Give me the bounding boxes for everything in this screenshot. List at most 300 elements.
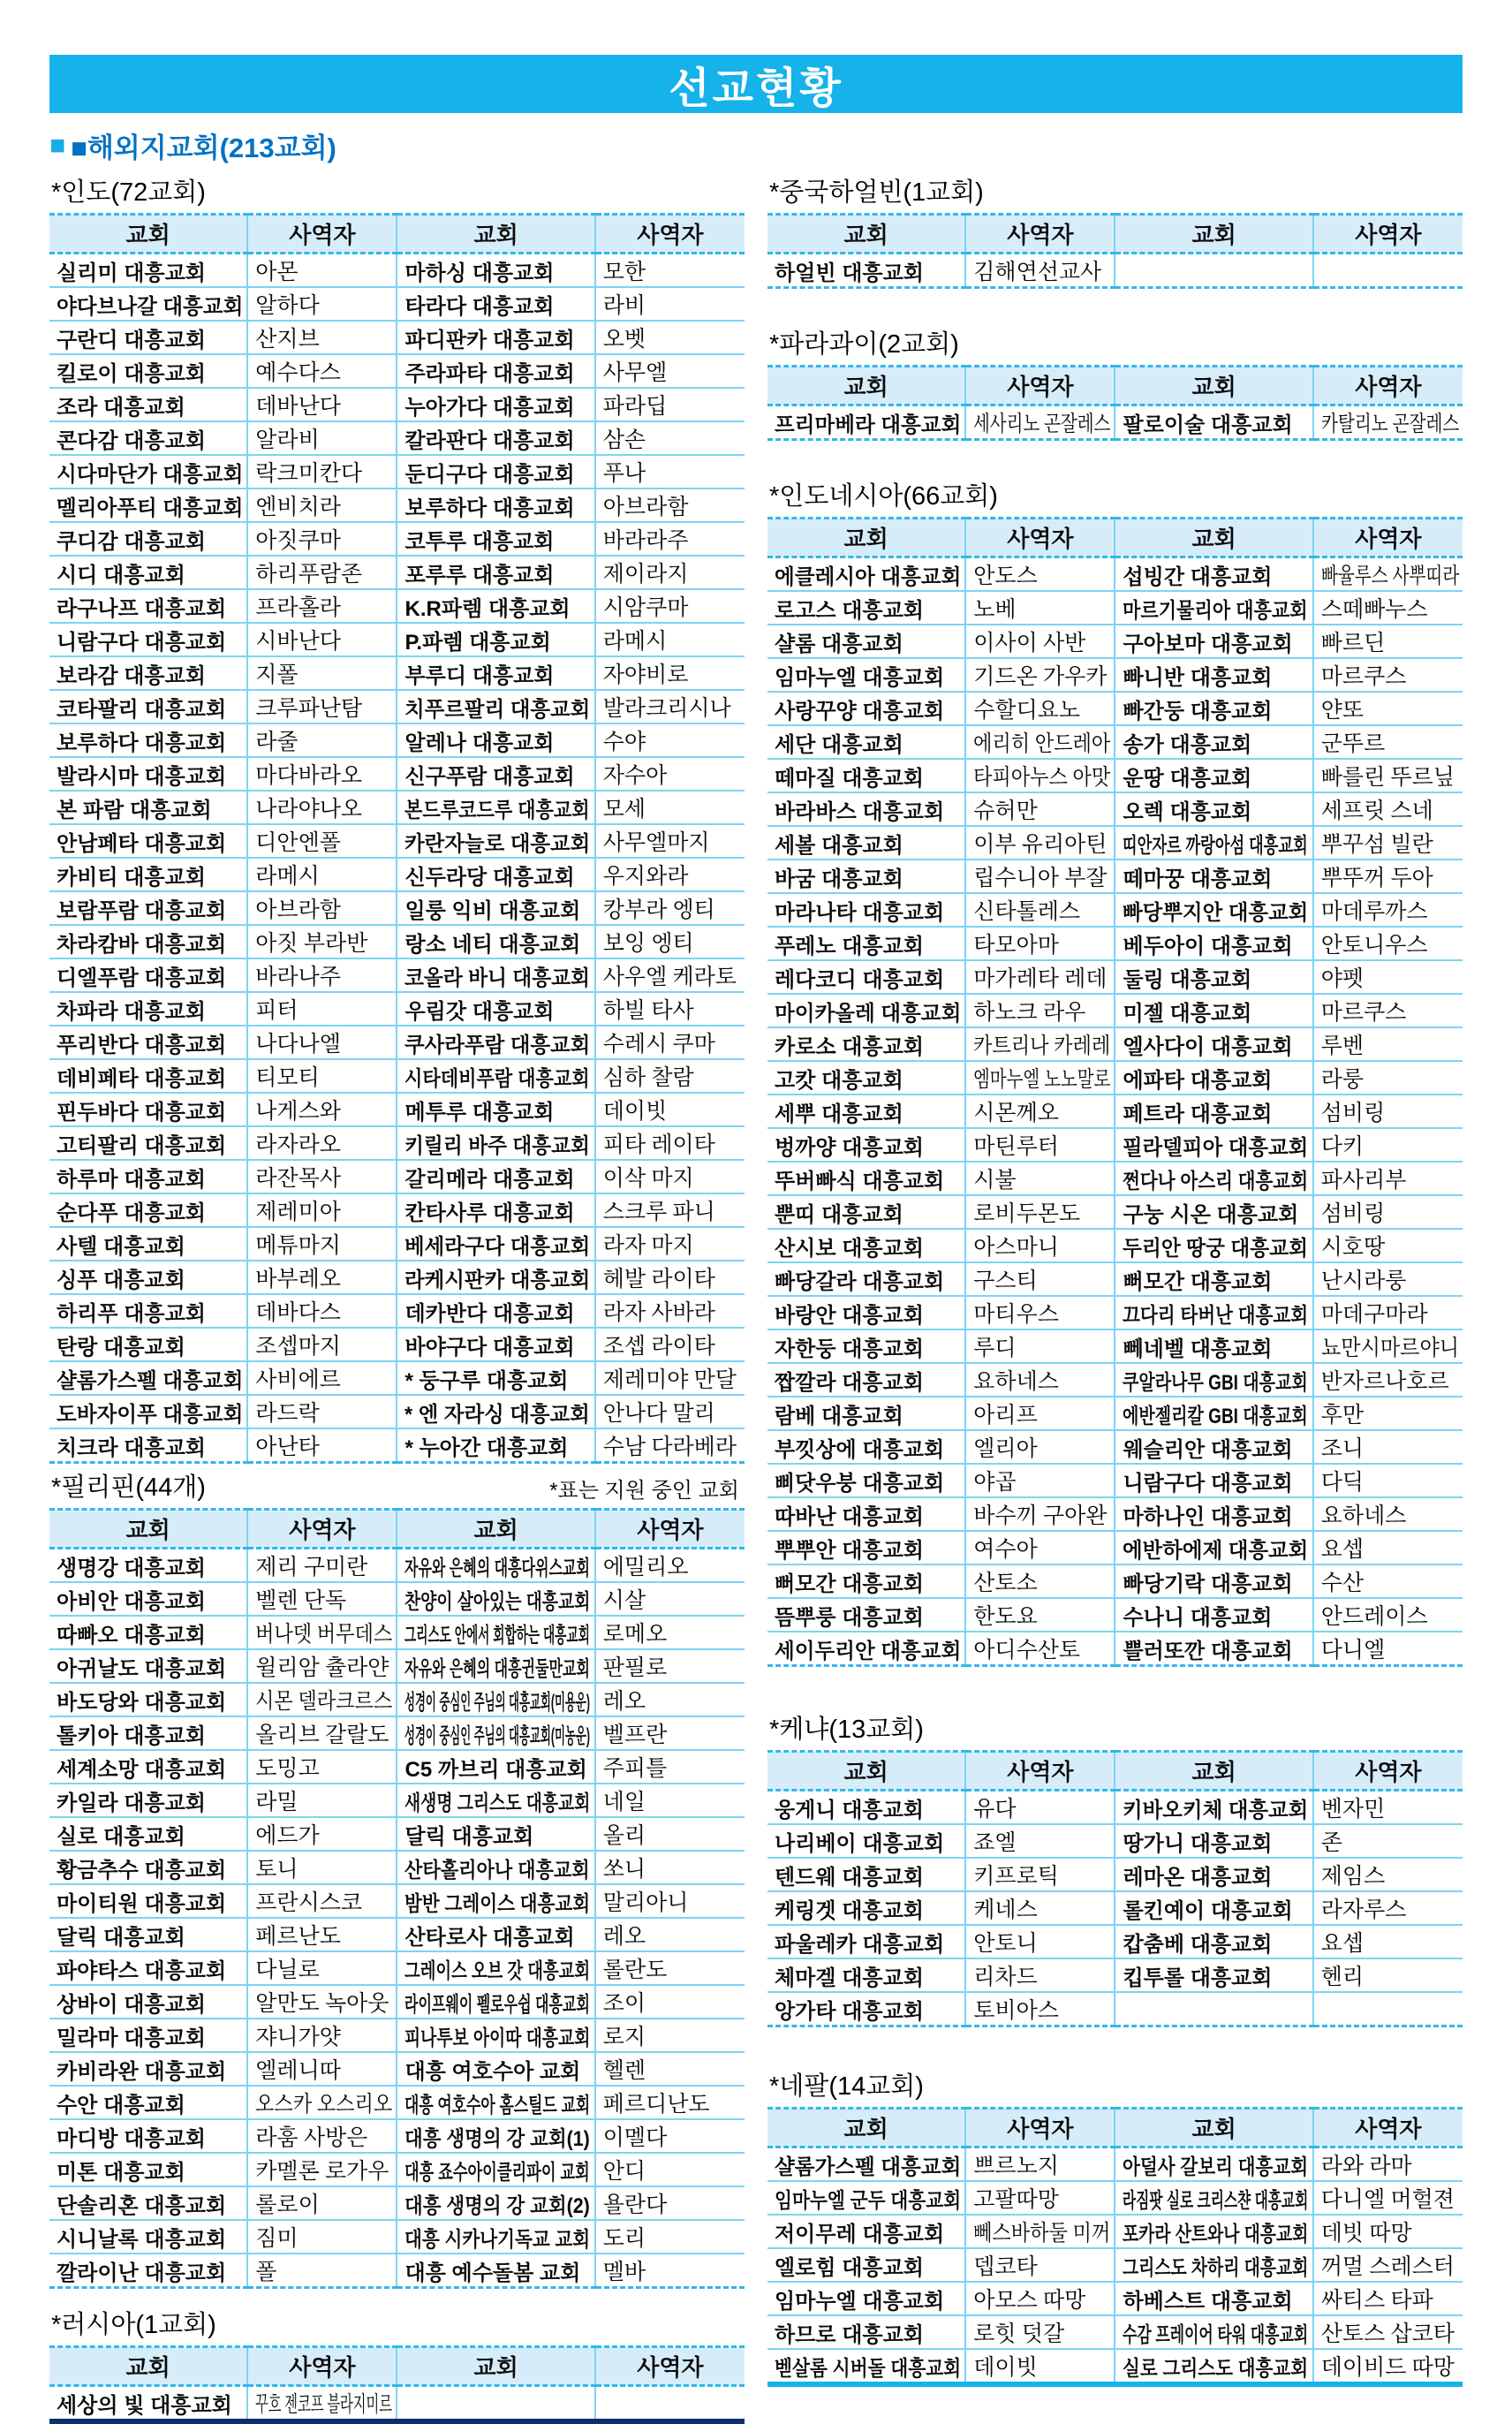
church-cell: [397, 690, 594, 723]
cell-text: 벨프란: [602, 1723, 668, 1747]
section-india: [49, 169, 745, 1464]
cell-text: 유다: [973, 1798, 1017, 1822]
cell-text: 시다마단가 대흥교회: [57, 462, 244, 487]
cell-text: 톨키아 대흥교회: [57, 1723, 206, 1748]
church-cell: [397, 2052, 594, 2086]
cell-text: 데비페타 대흥교회: [57, 1066, 227, 1091]
cell-text: 프란시스코: [255, 1891, 363, 1915]
table-row: [49, 1918, 745, 1951]
blue-square-icon: ■: [49, 130, 66, 160]
church-cell: [49, 757, 247, 791]
worker-cell: [965, 658, 1115, 692]
worker-cell: [965, 557, 1115, 592]
indonesia-table: [767, 517, 1463, 1667]
worker-cell: [1313, 1497, 1463, 1531]
cell-text: 달릭 대흥교회: [57, 1925, 185, 1950]
cell-text: 대흥 죠수아이클리파이 교회: [404, 2160, 591, 2185]
cell-text: 킵투롤 대흥교회: [1123, 1966, 1273, 1990]
church-cell: [49, 1395, 247, 1428]
church-cell: [49, 2153, 247, 2186]
cell-text: 다딕: [1320, 1471, 1365, 1495]
church-cell: [397, 1227, 594, 1261]
cell-text: 핀두바다 대흥교회: [57, 1100, 227, 1125]
church-cell: [1115, 1598, 1312, 1632]
church-cell: [767, 1791, 965, 1825]
church-cell: [767, 1061, 965, 1095]
table-row: [49, 1361, 745, 1395]
cell-text: 조셉마지: [255, 1335, 341, 1359]
worker-cell: [965, 1497, 1115, 1531]
table-row: [49, 690, 745, 723]
church-cell: [1115, 692, 1312, 725]
church-cell: [397, 1261, 594, 1294]
cell-text: 보루하다 대흥교회: [404, 496, 575, 520]
table-row: [49, 1616, 745, 1649]
cell-text: 알레나 대흥교회: [404, 731, 555, 755]
church-cell: [767, 2315, 965, 2349]
cell-text: 프라홀라: [255, 596, 341, 620]
cell-text: 실로 대흥교회: [57, 1824, 185, 1849]
church-cell: [1115, 1791, 1312, 1825]
church-cell: [767, 2349, 965, 2384]
worker-cell: [247, 1683, 397, 1716]
cell-text: 올리: [602, 1824, 646, 1848]
table-row: [767, 1397, 1463, 1430]
church-cell: [397, 2153, 594, 2186]
worker-cell: [965, 1992, 1115, 2026]
cell-text: 빠니반 대흥교회: [1123, 665, 1273, 690]
worker-cell: [247, 1026, 397, 1059]
cell-text: 단솔리혼 대흥교회: [57, 2193, 227, 2218]
church-cell: [397, 858, 594, 891]
section-paraguay: [767, 321, 1463, 441]
cell-text: 카트리나 카레레: [973, 1034, 1111, 1058]
cell-text: 두리안 땅궁 대흥교회: [1123, 1236, 1309, 1261]
cell-text: 바라나주: [255, 966, 341, 989]
cell-text: 그리스도 안에서 회합하는 대흥교회: [404, 1623, 591, 1648]
cell-text: 알하다: [255, 294, 320, 318]
cell-text: 제레미아: [255, 1201, 341, 1224]
worker-cell: [1313, 1531, 1463, 1564]
worker-cell: [247, 1428, 397, 1463]
worker-cell: [1313, 860, 1463, 893]
worker-cell: [247, 1817, 397, 1851]
table-row: [767, 1958, 1463, 1992]
worker-cell: [247, 2019, 397, 2052]
cell-text: 올리브 갈랄도: [255, 1723, 389, 1747]
worker-cell: [247, 757, 397, 791]
cell-text: * 엔 자라싱 대흥교회: [404, 1402, 591, 1427]
worker-cell: [247, 1582, 397, 1616]
cell-text: 요하네스: [973, 1370, 1059, 1394]
cell-text: 빠당기락 대흥교회: [1123, 1572, 1293, 1596]
cell-text: 말리아니: [602, 1891, 689, 1915]
cell-text: 토니: [255, 1858, 299, 1882]
cell-text: 카란자늘로 대흥교회: [404, 831, 591, 856]
worker-cell: [965, 1632, 1115, 1666]
worker-cell: [965, 893, 1115, 927]
worker-cell: [595, 1817, 745, 1851]
cell-text: 실리미 대흥교회: [57, 261, 206, 285]
church-cell: [1115, 658, 1312, 692]
table-row: [767, 860, 1463, 893]
cell-text: 꺼멀 스레스터: [1320, 2255, 1455, 2279]
cell-text: 산타로사 대흥교회: [404, 1925, 575, 1950]
worker-cell: [247, 1750, 397, 1784]
cell-text: 데빗 따망: [1320, 2222, 1412, 2246]
worker-cell: [965, 591, 1115, 625]
cell-text: 아귀날도 대흥교회: [57, 1656, 227, 1681]
cell-text: 데이빗: [602, 1100, 668, 1124]
worker-cell: [247, 1227, 397, 1261]
church-cell: [397, 1851, 594, 1884]
church-cell: [49, 1160, 247, 1193]
table-row: [49, 1328, 745, 1361]
table-row: [49, 656, 745, 690]
table-row: [767, 994, 1463, 1027]
cell-text: 라룽: [1320, 1068, 1365, 1092]
cell-text: 라구나프 대흥교회: [57, 596, 227, 621]
table-row: [49, 1582, 745, 1616]
column-header: 교회: [397, 215, 594, 254]
table-row: [49, 1817, 745, 1851]
cell-text: 버나뎃 버무데스: [255, 1623, 393, 1647]
cell-text: 대흥 예수돌봄 교회: [404, 2261, 581, 2285]
cell-text: 파라딥: [602, 395, 668, 419]
cell-text: 후만: [1320, 1404, 1365, 1428]
cell-text: 쿠디감 대흥교회: [57, 529, 206, 554]
church-cell: [49, 1784, 247, 1817]
worker-cell: [1313, 1363, 1463, 1397]
worker-cell: [595, 623, 745, 656]
cell-text: 로비두몬도: [973, 1202, 1081, 1226]
support-footnote: *표는 지원 중인 교회: [549, 1479, 739, 1503]
cell-text: 아덜사 갈보리 대흥교회: [1123, 2155, 1309, 2179]
cell-text: 푸레노 대흥교회: [775, 934, 924, 958]
cell-text: 산타홀리아나 대흥교회: [404, 1858, 591, 1882]
cell-text: 쏘니: [602, 1858, 646, 1882]
worker-cell: [965, 2148, 1115, 2182]
cell-text: 마르쿠스: [1320, 1001, 1407, 1025]
worker-cell: [247, 455, 397, 489]
table-row: [49, 858, 745, 891]
cell-text: 롤로이: [255, 2193, 320, 2217]
church-cell: [1115, 1162, 1312, 1195]
church-cell: [1115, 1128, 1312, 1162]
church-cell: [1115, 1061, 1312, 1095]
cell-text: 바수끼 구아완: [973, 1504, 1108, 1528]
worker-cell: [595, 690, 745, 723]
cell-text: 라줄: [255, 731, 299, 754]
cell-text: 도리: [602, 2227, 646, 2251]
worker-cell: [1313, 692, 1463, 725]
church-cell: [1115, 927, 1312, 960]
cell-text: 수안 대흥교회: [57, 2093, 185, 2117]
worker-cell: [595, 2019, 745, 2052]
table-row: [767, 1229, 1463, 1262]
cell-text: 요셉: [1320, 1932, 1365, 1956]
church-cell: [49, 1549, 247, 1583]
church-cell: [1115, 1027, 1312, 1061]
church-cell: [397, 2254, 594, 2288]
table-header-row: [49, 2347, 745, 2386]
table-header-row: [49, 215, 745, 254]
cell-text: 페르난도: [255, 1925, 341, 1949]
table-row: [767, 2315, 1463, 2349]
cell-text: 푸나: [602, 462, 646, 486]
cell-text: 시타데비푸람 대흥교회: [404, 1066, 591, 1091]
cell-text: 심하 찰람: [602, 1066, 694, 1090]
church-cell: [397, 489, 594, 522]
cell-text: 임마누엘 대흥교회: [775, 2289, 945, 2314]
worker-cell: [595, 925, 745, 958]
cell-text: 라이프웨이 펠로우쉽 대흥교회: [404, 1992, 591, 2017]
worker-cell: [1313, 2349, 1463, 2384]
worker-cell: [1313, 2181, 1463, 2215]
cell-text: 마가레타 레데: [973, 967, 1108, 991]
worker-cell: [595, 421, 745, 455]
worker-cell: [965, 1824, 1115, 1858]
worker-cell: [1313, 2148, 1463, 2182]
worker-cell: [595, 1361, 745, 1395]
table-row: [767, 2349, 1463, 2384]
cell-text: 마디방 대흥교회: [57, 2126, 206, 2151]
church-cell: [767, 1824, 965, 1858]
table-row: [767, 2282, 1463, 2315]
cell-text: 멜바: [602, 2261, 646, 2284]
church-cell: [767, 1296, 965, 1329]
church-cell: [1115, 960, 1312, 994]
church-cell: [1115, 1958, 1312, 1992]
table-row: [49, 1227, 745, 1261]
church-cell: [1115, 405, 1312, 440]
cell-text: 둘링 대흥교회: [1123, 967, 1252, 992]
worker-cell: [247, 1059, 397, 1093]
cell-text: 시몬께오: [973, 1102, 1059, 1125]
cell-text: 조니: [1320, 1437, 1365, 1461]
worker-cell: [1313, 1791, 1463, 1825]
left-column: [49, 169, 745, 2424]
worker-cell: [595, 2186, 745, 2220]
cell-text: 니람구다 대흥교회: [57, 630, 227, 655]
cell-text: 둔디구다 대흥교회: [404, 462, 575, 487]
church-cell: [1115, 2148, 1312, 2182]
worker-cell: [595, 2119, 745, 2153]
section-label-band: [49, 1464, 745, 1508]
column-header: 사역자: [247, 2347, 397, 2386]
church-cell: [49, 1026, 247, 1059]
section-label-indonesia: *인도네시아(66교회): [769, 482, 998, 511]
church-cell: [397, 2220, 594, 2254]
section-label-philippines: *필리핀(44개): [51, 1473, 206, 1502]
cell-text: 에클레시아 대흥교회: [775, 564, 962, 589]
cell-text: 피나투보 아이따 대흥교회: [404, 2026, 591, 2050]
church-cell: [49, 2386, 247, 2422]
church-cell: [397, 1649, 594, 1683]
worker-cell: [247, 2119, 397, 2153]
cell-text: 안드레이스: [1320, 1605, 1428, 1629]
cell-text: 자유와 은혜의 대흥귄둘만교회: [404, 1656, 591, 1681]
church-cell: [1115, 1891, 1312, 1925]
church-cell: [49, 489, 247, 522]
cell-text: 라자루스: [1320, 1898, 1407, 1922]
cell-text: 나리베이 대흥교회: [775, 1831, 945, 1856]
worker-cell: [247, 354, 397, 388]
church-cell: [1115, 2349, 1312, 2384]
church-cell: [49, 2186, 247, 2220]
column-header: 사역자: [1313, 2109, 1463, 2148]
cell-text: 뿌뚜꺼 두아: [1320, 867, 1433, 890]
worker-cell: [247, 287, 397, 321]
cell-text: 예수다스: [255, 361, 341, 385]
worker-cell: [965, 2181, 1115, 2215]
cell-text: 자야비로: [602, 663, 689, 687]
cell-text: 알라비: [255, 428, 320, 452]
cell-text: 뇨만시마르야니: [1320, 1337, 1459, 1360]
worker-cell: [595, 1616, 745, 1649]
cell-text: 난시라룽: [1320, 1269, 1407, 1293]
cell-text: 파디판카 대흥교회: [404, 328, 575, 352]
church-cell: [49, 690, 247, 723]
table-row: [767, 557, 1463, 592]
cell-text: 이부 유리아틴: [973, 833, 1108, 857]
worker-cell: [965, 254, 1115, 288]
worker-cell: [247, 321, 397, 354]
church-cell: [767, 1430, 965, 1464]
cell-text: 마다바라오: [255, 764, 363, 788]
cell-text: 데이비드 따망: [1320, 2356, 1455, 2380]
church-cell: [397, 1549, 594, 1583]
cell-text: 섭빙간 대흥교회: [1123, 564, 1273, 589]
cell-text: 존: [1320, 1831, 1342, 1855]
column-header: 사역자: [247, 1510, 397, 1549]
table-row: [767, 625, 1463, 658]
cell-text: 카탈리노 곤잘레스: [1320, 413, 1460, 436]
church-cell: [49, 1750, 247, 1784]
worker-cell: [595, 455, 745, 489]
worker-cell: [595, 388, 745, 421]
worker-cell: [595, 522, 745, 556]
cell-text: 하베스트 대흥교회: [1123, 2289, 1293, 2314]
section-label-band: [767, 169, 1463, 213]
cell-text: * 둥구루 대흥교회: [404, 1368, 569, 1393]
cell-text: 대흥 시카나기독교 교회: [404, 2227, 591, 2252]
church-cell: [49, 354, 247, 388]
cell-text: 사텔 대흥교회: [57, 1234, 185, 1259]
cell-text: 요하네스: [1320, 1504, 1407, 1528]
church-cell: [767, 1531, 965, 1564]
table-row: [49, 1951, 745, 1985]
cell-text: 파사리부: [1320, 1169, 1407, 1193]
church-cell: [49, 1059, 247, 1093]
worker-cell: [247, 858, 397, 891]
cell-text: 빠를린 뚜르닢: [1320, 766, 1455, 790]
church-cell: [397, 589, 594, 623]
cell-text: 롤킨예이 대흥교회: [1123, 1898, 1293, 1923]
overseas-header-text: ■해외지교회(213교회): [71, 133, 336, 163]
cell-text: 이사이 사반: [973, 632, 1086, 655]
cell-text: 리차드: [973, 1966, 1038, 1989]
cell-text: 다키: [1320, 1135, 1365, 1159]
table-row: [49, 791, 745, 824]
worker-cell: [965, 1564, 1115, 1598]
worker-cell: [965, 2248, 1115, 2282]
table-row: [767, 658, 1463, 692]
church-cell: [397, 2019, 594, 2052]
title-bar: [49, 55, 1463, 113]
church-cell: [767, 557, 965, 592]
worker-cell: [1313, 1296, 1463, 1329]
church-cell: [1115, 591, 1312, 625]
church-cell: [49, 1227, 247, 1261]
worker-cell: [965, 1229, 1115, 1262]
table-row: [767, 1430, 1463, 1464]
church-cell: [49, 1716, 247, 1750]
cell-text: 안도스: [973, 564, 1038, 588]
section-label-band: [49, 169, 745, 213]
overseas-header: [49, 125, 1463, 165]
cell-text: 그리스도 차하리 대흥교회: [1123, 2255, 1309, 2280]
cell-text: 텐드웨 대흥교회: [775, 1865, 924, 1890]
church-cell: [767, 860, 965, 893]
page: [0, 55, 1512, 2418]
worker-cell: [247, 925, 397, 958]
church-cell: [49, 1616, 247, 1649]
cell-text: 고팔따망: [973, 2188, 1059, 2212]
section-philippines: [49, 1464, 745, 2289]
cell-text: 파울레카 대흥교회: [775, 1932, 945, 1957]
section-label-paraguay: *파라과이(2교회): [769, 330, 959, 359]
cell-text: 프리마베라 대흥교회: [775, 413, 962, 437]
church-cell: [767, 1564, 965, 1598]
cell-text: 마데구마라: [1320, 1303, 1428, 1327]
worker-cell: [595, 1093, 745, 1126]
cell-text: 뿌꾸섬 빌란: [1320, 833, 1433, 857]
table-header-row: [767, 215, 1463, 254]
worker-cell: [1313, 625, 1463, 658]
church-cell: [49, 925, 247, 958]
cell-text: 판필로: [602, 1656, 668, 1680]
worker-cell: [1313, 960, 1463, 994]
worker-cell: [965, 1598, 1115, 1632]
cell-text: 시암쿠마: [602, 596, 689, 620]
worker-cell: [1313, 1195, 1463, 1229]
church-cell: [49, 1428, 247, 1463]
cell-text: 운땅 대흥교회: [1123, 766, 1252, 791]
church-cell: [49, 1851, 247, 1884]
table-row: [767, 1497, 1463, 1531]
table-row: [767, 1128, 1463, 1162]
column-header: 교회: [1115, 367, 1312, 405]
cell-text: 칸타사루 대흥교회: [404, 1201, 575, 1225]
cell-text: 빠르딘: [1320, 632, 1386, 655]
worker-cell: [1313, 1229, 1463, 1262]
cell-text: 바라라주: [602, 529, 689, 553]
cell-text: 짐미: [255, 2227, 299, 2251]
church-cell: [397, 455, 594, 489]
cell-text: 헤발 라이타: [602, 1268, 715, 1292]
cell-text: 아비안 대흥교회: [57, 1589, 206, 1614]
church-cell: [49, 958, 247, 992]
worker-cell: [595, 2254, 745, 2288]
worker-cell: [1313, 1162, 1463, 1195]
cell-text: 폴: [255, 2261, 277, 2284]
section-label-russia: *러시아(1교회): [51, 2311, 216, 2339]
cell-text: 모세: [602, 798, 646, 822]
cell-text: 라메시: [255, 865, 320, 889]
column-header: 사역자: [595, 2347, 745, 2386]
cell-text: 뻬스바하둘 미꺼: [973, 2222, 1111, 2246]
